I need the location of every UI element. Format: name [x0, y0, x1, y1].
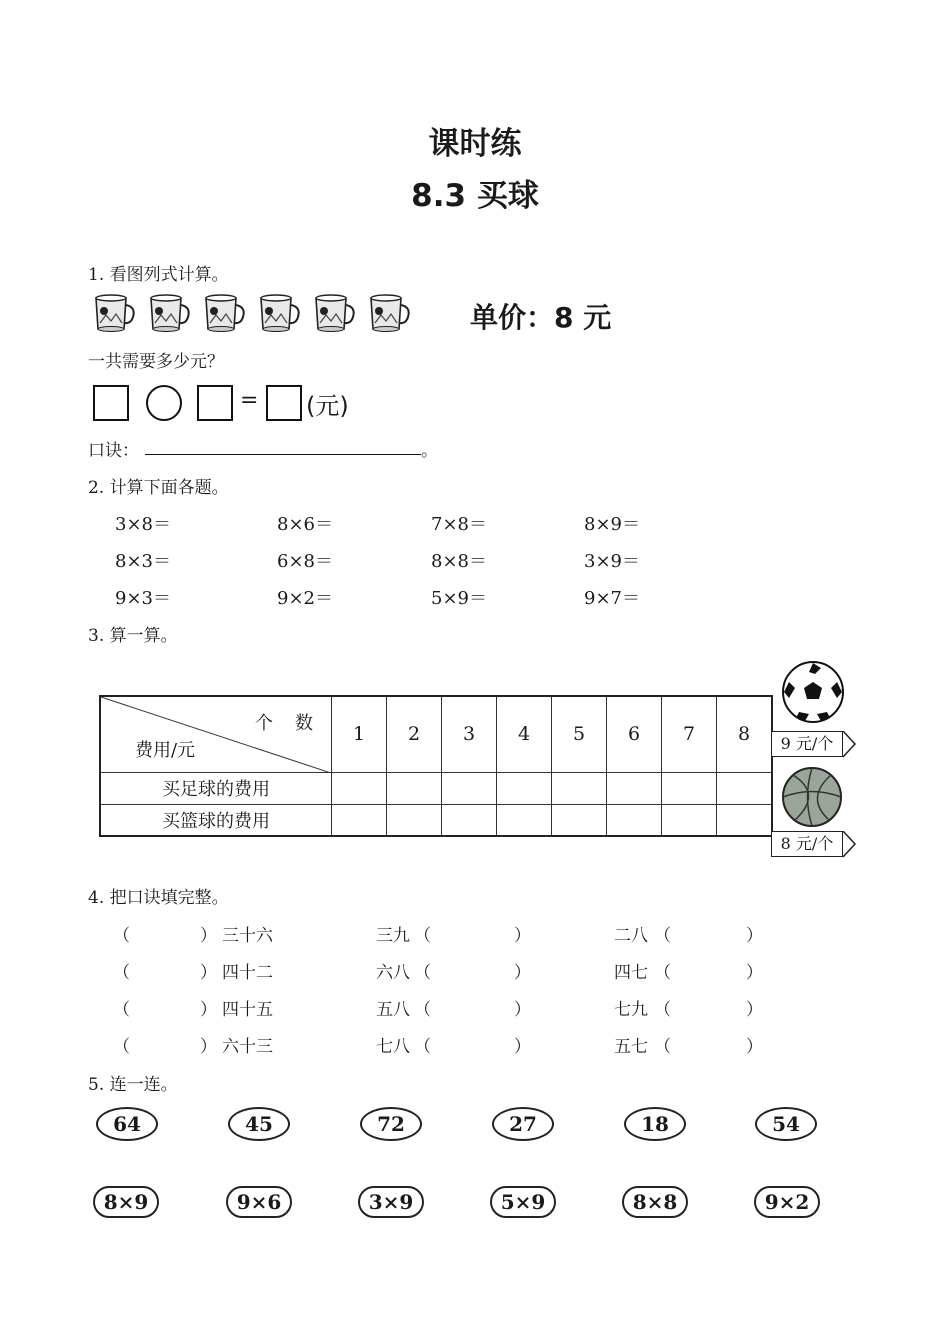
koujue-text: 三十六 — [222, 926, 273, 946]
match-expression[interactable]: 3×9 — [358, 1186, 424, 1218]
close-paren: ） — [746, 963, 763, 983]
answer-box-result[interactable] — [266, 385, 302, 421]
operator-circle[interactable] — [146, 385, 182, 421]
calc-item: 7×8＝ — [431, 514, 487, 535]
open-paren: （ — [654, 926, 671, 946]
koujue-text: 四七 — [614, 963, 648, 983]
koujue-text: 五八 — [376, 1000, 410, 1020]
question-3-label: 3. 算一算。 — [88, 626, 178, 646]
calc-item: 8×6＝ — [277, 514, 333, 535]
question-1-label: 1. 看图列式计算。 — [88, 265, 229, 285]
column-header: 6 — [607, 696, 662, 772]
tag-flap-icon — [843, 831, 857, 858]
answer-cell[interactable] — [387, 772, 442, 804]
match-expression[interactable]: 8×9 — [93, 1186, 159, 1218]
close-paren: ） — [514, 963, 531, 983]
tag-flap-icon — [843, 731, 857, 758]
close-paren: ） — [746, 1037, 763, 1057]
match-expression[interactable]: 9×2 — [754, 1186, 820, 1218]
calc-item: 8×9＝ — [584, 514, 640, 535]
soccer-ball-icon — [781, 660, 845, 724]
column-header: 5 — [552, 696, 607, 772]
calc-item: 3×8＝ — [115, 514, 171, 535]
column-header: 8 — [717, 696, 773, 772]
close-paren: ） — [514, 926, 531, 946]
answer-cell[interactable] — [442, 772, 497, 804]
page-title: 课时练 — [428, 126, 522, 162]
cups-illustration — [92, 293, 422, 337]
calc-item: 5×9＝ — [431, 588, 487, 609]
question-4-label: 4. 把口诀填完整。 — [88, 888, 229, 908]
match-number[interactable]: 27 — [492, 1107, 554, 1141]
close-paren: ） — [514, 1000, 531, 1020]
open-paren: （ — [654, 1037, 671, 1057]
column-header: 2 — [387, 696, 442, 772]
answer-cell[interactable] — [607, 804, 662, 836]
calc-item: 9×3＝ — [115, 588, 171, 609]
close-paren: ） — [746, 1000, 763, 1020]
close-paren: ） — [200, 1037, 217, 1057]
basketball-icon — [781, 766, 843, 828]
answer-box-1[interactable] — [93, 385, 129, 421]
calc-item: 8×8＝ — [431, 551, 487, 572]
answer-box-2[interactable] — [197, 385, 233, 421]
answer-cell[interactable] — [387, 804, 442, 836]
match-expression[interactable]: 8×8 — [622, 1186, 688, 1218]
match-number[interactable]: 72 — [360, 1107, 422, 1141]
row-label-basketball: 买篮球的费用 — [100, 804, 332, 836]
answer-cell[interactable] — [662, 804, 717, 836]
match-expression[interactable]: 9×6 — [226, 1186, 292, 1218]
answer-cell[interactable] — [442, 804, 497, 836]
open-paren: （ — [113, 1000, 130, 1020]
match-number[interactable]: 54 — [755, 1107, 817, 1141]
calc-item: 9×7＝ — [584, 588, 640, 609]
cost-table-wrap — [99, 695, 773, 837]
koujue-text: 四十二 — [222, 963, 273, 983]
open-paren: （ — [414, 1000, 431, 1020]
koujue-text: 六八 — [376, 963, 410, 983]
koujue-end: 。 — [421, 441, 438, 461]
match-number[interactable]: 18 — [624, 1107, 686, 1141]
question-5-label: 5. 连一连。 — [88, 1075, 178, 1095]
header-cost-label: 费用/元 — [135, 739, 196, 761]
close-paren: ） — [514, 1037, 531, 1057]
cup-icon — [257, 293, 301, 335]
page-subtitle: 8.3 买球 — [411, 178, 539, 214]
match-number[interactable]: 45 — [228, 1107, 290, 1141]
koujue-line[interactable] — [145, 454, 421, 455]
equals-sign: = — [240, 388, 259, 413]
answer-cell[interactable] — [552, 772, 607, 804]
answer-cell[interactable] — [717, 804, 773, 836]
koujue-text: 六十三 — [222, 1037, 273, 1057]
open-paren: （ — [414, 963, 431, 983]
answer-cell[interactable] — [497, 772, 552, 804]
unit-yuan: (元) — [306, 392, 349, 420]
header-count-label: 个 数 — [255, 713, 315, 734]
calc-item: 3×9＝ — [584, 551, 640, 572]
answer-cell[interactable] — [332, 804, 387, 836]
basketball-price-tag: 8 元/个 — [771, 831, 843, 857]
open-paren: （ — [113, 963, 130, 983]
answer-cell[interactable] — [332, 772, 387, 804]
close-paren: ） — [746, 926, 763, 946]
answer-cell[interactable] — [717, 772, 773, 804]
calc-item: 6×8＝ — [277, 551, 333, 572]
koujue-text: 二八 — [614, 926, 648, 946]
close-paren: ） — [200, 926, 217, 946]
column-header: 1 — [332, 696, 387, 772]
answer-cell[interactable] — [497, 804, 552, 836]
cost-table — [99, 695, 773, 837]
koujue-text: 七八 — [376, 1037, 410, 1057]
column-header: 7 — [662, 696, 717, 772]
unit-price: 单价：8 元 — [470, 301, 612, 334]
koujue-text: 七九 — [614, 1000, 648, 1020]
question-1-prompt: 一共需要多少元？ — [88, 352, 224, 372]
soccer-price-tag: 9 元/个 — [771, 731, 843, 757]
row-label-soccer: 买足球的费用 — [100, 772, 332, 804]
open-paren: （ — [654, 963, 671, 983]
column-header: 3 — [442, 696, 497, 772]
match-expression[interactable]: 5×9 — [490, 1186, 556, 1218]
cup-icon — [312, 293, 356, 335]
open-paren: （ — [414, 1037, 431, 1057]
match-number[interactable]: 64 — [96, 1107, 158, 1141]
koujue-text: 五七 — [614, 1037, 648, 1057]
cup-icon — [147, 293, 191, 335]
open-paren: （ — [113, 926, 130, 946]
answer-cell[interactable] — [662, 772, 717, 804]
question-2-label: 2. 计算下面各题。 — [88, 478, 229, 498]
open-paren: （ — [654, 1000, 671, 1020]
column-header: 4 — [497, 696, 552, 772]
cup-icon — [367, 293, 411, 335]
answer-cell[interactable] — [552, 804, 607, 836]
cup-icon — [202, 293, 246, 335]
koujue-text: 四十五 — [222, 1000, 273, 1020]
answer-cell[interactable] — [607, 772, 662, 804]
open-paren: （ — [113, 1037, 130, 1057]
diagonal-header-cell — [100, 696, 332, 772]
close-paren: ） — [200, 963, 217, 983]
calc-item: 8×3＝ — [115, 551, 171, 572]
koujue-label: 口诀： — [88, 441, 139, 461]
koujue-text: 三九 — [376, 926, 410, 946]
open-paren: （ — [414, 926, 431, 946]
close-paren: ） — [200, 1000, 217, 1020]
cup-icon — [92, 293, 136, 335]
calc-item: 9×2＝ — [277, 588, 333, 609]
